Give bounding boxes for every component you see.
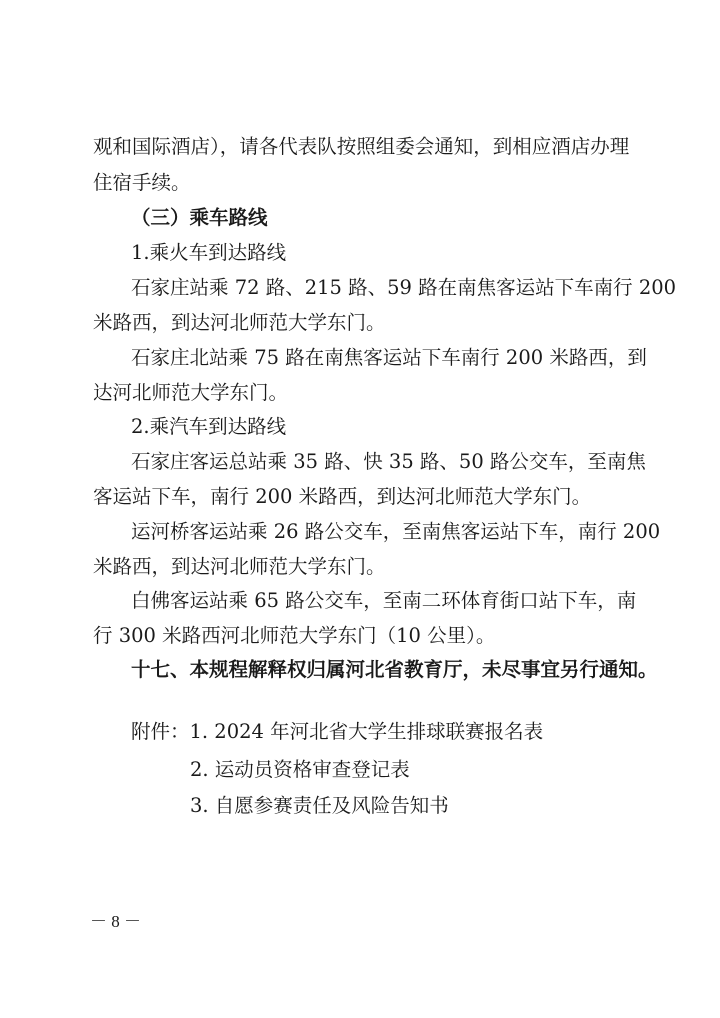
attachment-line: 附件：1. 2024 年河北省大学生排球联赛报名表 xyxy=(131,720,544,743)
body-line: 运河桥客运站乘 26 路公交车，至南焦客运站下车，南行 200 xyxy=(131,520,661,543)
attachment-line: 3. 自愿参赛责任及风险告知书 xyxy=(190,794,449,817)
attachment-line: 2. 运动员资格审查登记表 xyxy=(190,758,410,781)
body-line: 客运站下车，南行 200 米路西，到达河北师范大学东门。 xyxy=(93,485,592,508)
body-line: 观和国际酒店），请各代表队按照组委会通知，到相应酒店办理 xyxy=(93,135,630,158)
body-line: 米路西，到达河北师范大学东门。 xyxy=(93,555,386,578)
article-heading: 十七、本规程解释权归属河北省教育厅，未尽事宜另行通知。 xyxy=(131,658,658,681)
body-line: 石家庄站乘 72 路、215 路、59 路在南焦客运站下车南行 200 xyxy=(131,276,677,299)
body-line: 白佛客运站乘 65 路公交车，至南二环体育街口站下车，南 xyxy=(131,589,637,612)
body-line: 达河北师范大学东门。 xyxy=(93,381,289,404)
body-line: 石家庄客运总站乘 35 路、快 35 路、50 路公交车，至南焦 xyxy=(131,450,646,473)
page-number: － 8 － xyxy=(90,912,141,931)
section-heading: （三）乘车路线 xyxy=(131,206,268,229)
body-line: 行 300 米路西河北师范大学东门（10 公里）。 xyxy=(93,624,496,647)
body-line: 米路西，到达河北师范大学东门。 xyxy=(93,311,386,334)
subsection-heading: 2.乘汽车到达路线 xyxy=(131,415,287,438)
subsection-heading: 1.乘火车到达路线 xyxy=(131,241,287,264)
body-line: 石家庄北站乘 75 路在南焦客运站下车南行 200 米路西，到 xyxy=(131,346,647,369)
body-line: 住宿手续。 xyxy=(93,171,191,194)
